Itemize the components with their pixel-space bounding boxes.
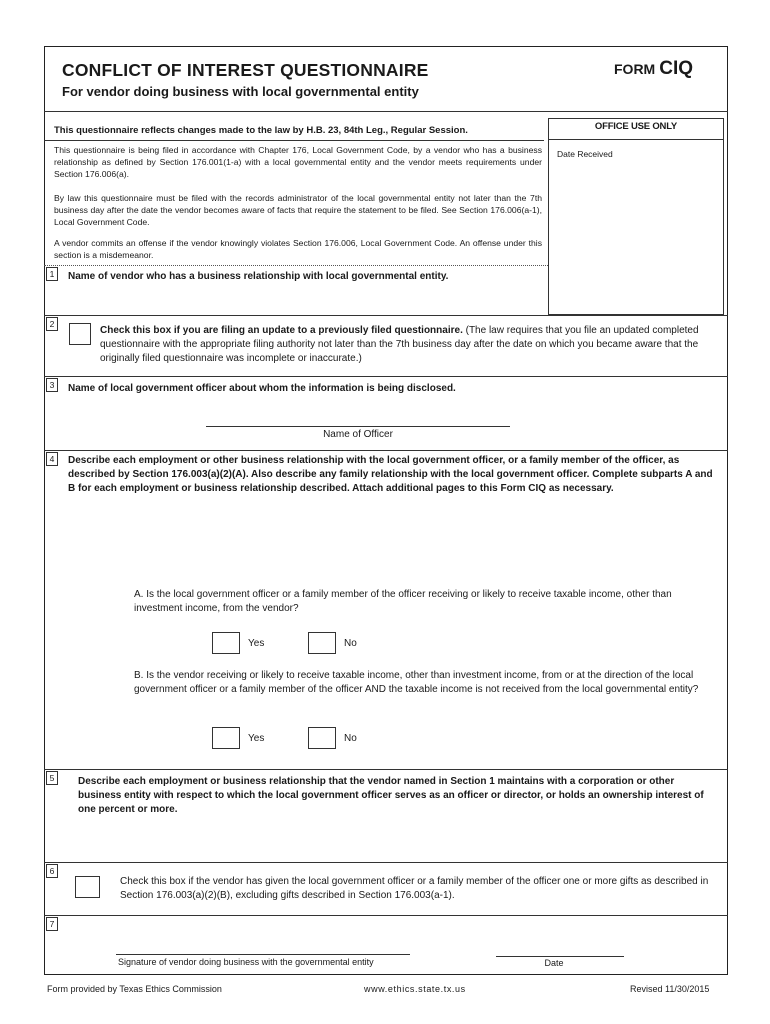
business-entity-description-field[interactable]: [60, 820, 720, 860]
intro-paragraph-3: A vendor commits an offense if the vendor knowingly violates Section 176.006, Local Government Code. An offense under this section is a misdemeanor.: [54, 238, 542, 260]
intro-divider: [44, 140, 544, 141]
officer-name-field[interactable]: [206, 402, 510, 426]
section-2-number: 2: [46, 317, 58, 331]
header-divider: [44, 111, 728, 112]
intro-paragraph-2: By law this questionnaire must be filed with the records administrator of the local governmental entity not later than the 7th business day after the date the vendor becomes aware of facts that require the statement to be filed. See Section 176.006(a-1), Local Government Code.: [54, 193, 542, 227]
signature-line: [116, 954, 410, 955]
section-1-number: 1: [46, 267, 58, 281]
question-b-no-checkbox[interactable]: [308, 727, 336, 749]
intro-paragraph-1: This questionnaire is being filed in accordance with Chapter 176, Local Government Code, by a vendor who has a business relationship as defined by Section 176.001(1-a) with a local governmental entity and the vendor meets requirements under Section 176.006(a).: [54, 145, 542, 179]
section-5-label: Describe each employment or business relationship that the vendor named in Section 1 maintains with a corporation or other business entity with respect to which the local government officer serves as an officer or director, or holds an ownership interest of one percent or more.: [78, 776, 704, 815]
form-code: CIQ: [659, 58, 693, 79]
date-line: [496, 956, 624, 957]
question-a-no-label: No: [344, 638, 357, 649]
section-1-bottom-border: [44, 315, 728, 316]
question-a-text: A. Is the local government officer or a family member of the officer receiving or likely to receive taxable income, other than investment income, from the vendor?: [134, 589, 672, 614]
footer-provider: Form provided by Texas Ethics Commission: [47, 984, 222, 994]
section-4-bottom-border: [44, 769, 728, 770]
section-2-bold: Check this box if you are filing an update to a previously filed questionnaire.: [100, 325, 463, 336]
section-7-number: 7: [46, 917, 58, 931]
section-2-rest: (The law requires that you file an updated completed questionnaire with the appropriate filing authority not later than the 7th business day after the date on which you became aware that the originally filed questionnaire was incomplete or inaccurate.): [100, 325, 699, 364]
question-a-yes-label: Yes: [248, 638, 265, 649]
question-a-yes-checkbox[interactable]: [212, 632, 240, 654]
relationship-description-field[interactable]: [60, 516, 720, 584]
section-5-bottom-border: [44, 862, 728, 863]
section-3-bottom-border: [44, 450, 728, 451]
office-use-title: OFFICE USE ONLY: [594, 121, 678, 132]
officer-name-line: [206, 426, 510, 427]
officer-name-label: Name of Officer: [323, 429, 393, 440]
footer-url[interactable]: www.ethics.state.tx.us: [364, 984, 466, 994]
footer-revised: Revised 11/30/2015: [630, 984, 710, 994]
section-1-top-border: [44, 265, 548, 266]
section-6-text: Check this box if the vendor has given the local government officer or a family member of the officer one or more gifts as described in Section 176.003(a)(2)(B), excluding gifts described in Section 176.003(a-1).: [120, 876, 709, 901]
section-4-number: 4: [46, 452, 58, 466]
section-2-bottom-border: [44, 376, 728, 377]
section-6-number: 6: [46, 864, 58, 878]
question-b-yes-checkbox[interactable]: [212, 727, 240, 749]
office-use-box: [548, 118, 724, 315]
question-b-no-label: No: [344, 733, 357, 744]
form-code-label: [614, 58, 693, 80]
section-4-label: Describe each employment or other business relationship with the local government officer, or a family member of the officer, as described by Section 176.003(a)(2)(A). Also describe any family relationship with the local government officer. Complete subparts A and B for each employment or business relationship described. Attach additional pages to this Form CIQ as necessary.: [68, 455, 713, 494]
form-word: FORM: [614, 61, 656, 77]
section-6-bottom-border: [44, 915, 728, 916]
date-field[interactable]: [496, 932, 624, 956]
date-label: Date: [544, 958, 564, 968]
section-1-label: Name of vendor who has a business relationship with local governmental entity.: [68, 271, 449, 282]
gifts-checkbox[interactable]: [75, 876, 100, 898]
office-use-divider: [548, 139, 724, 140]
signature-label: Signature of vendor doing business with the governmental entity: [118, 957, 374, 967]
section-2-text: [100, 324, 710, 366]
question-b-text: B. Is the vendor receiving or likely to receive taxable income, other than investment income, from or at the direction of the local government officer or a family member of the officer AND the taxable income is not received from the local governmental entity?: [134, 670, 699, 695]
update-checkbox[interactable]: [69, 323, 91, 345]
signature-field[interactable]: [116, 930, 410, 954]
form-title: CONFLICT OF INTEREST QUESTIONNAIRE: [62, 60, 429, 80]
section-3-label: Name of local government officer about whom the information is being disclosed.: [68, 383, 456, 394]
section-5-number: 5: [46, 771, 58, 785]
question-b-yes-label: Yes: [248, 733, 265, 744]
section-3-number: 3: [46, 378, 58, 392]
vendor-name-field[interactable]: [60, 290, 546, 314]
form-subtitle: For vendor doing business with local governmental entity: [62, 84, 419, 99]
question-a-no-checkbox[interactable]: [308, 632, 336, 654]
intro-bold-line: This questionnaire reflects changes made to the law by H.B. 23, 84th Leg., Regular Session.: [54, 125, 468, 136]
date-received-label: Date Received: [557, 149, 613, 159]
